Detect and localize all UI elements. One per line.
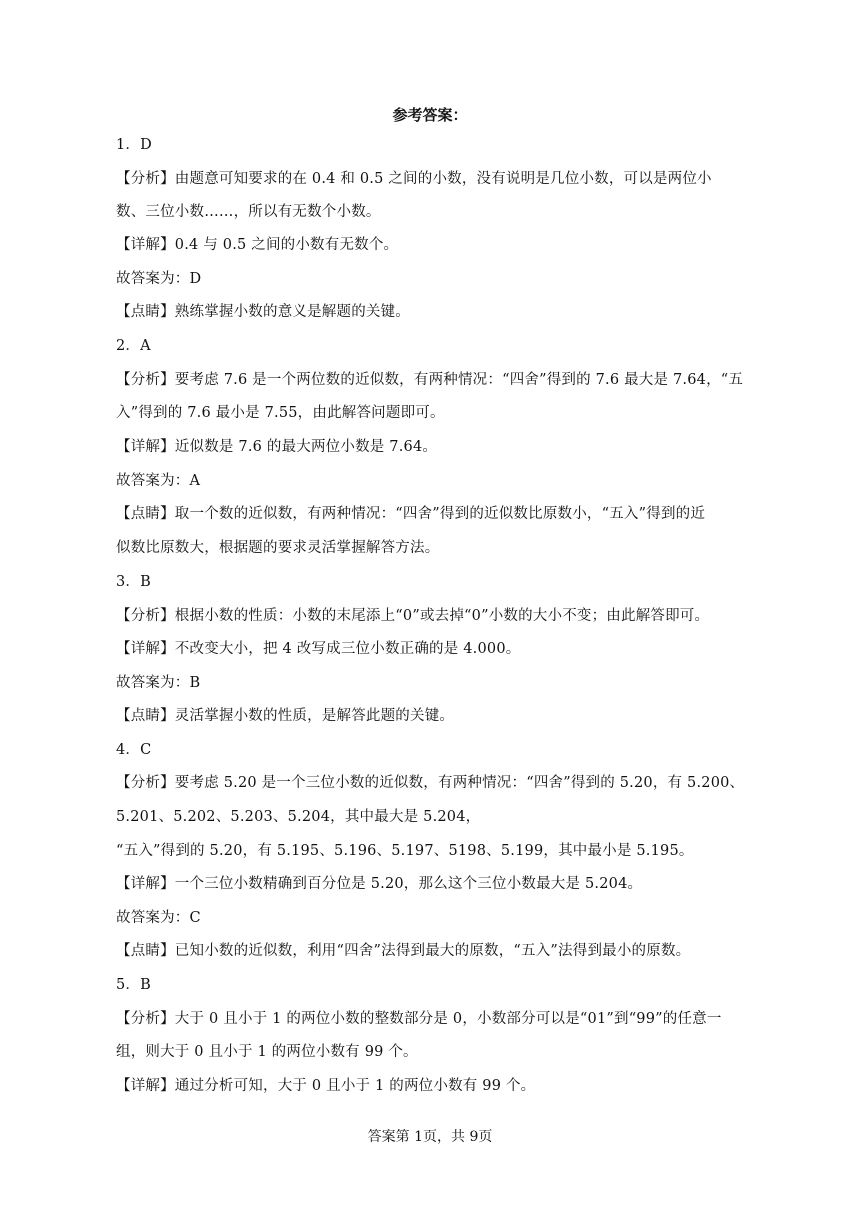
answer-line: 【点睛】灵活掌握小数的性质，是解答此题的关键。 (116, 708, 455, 724)
answer-line: 5.201、5.202、5.203、5.204，其中最大是 5.204， (116, 809, 481, 825)
answer-line: 【详解】不改变大小，把 4 改写成三位小数正确的是 4.000。 (116, 641, 521, 657)
answer-line: 入”得到的 7.6 最小是 7.55，由此解答问题即可。 (116, 405, 445, 421)
answer-line: 【分析】根据小数的性质：小数的末尾添上“0”或去掉“0”小数的大小不变；由此解答即可。 (116, 608, 710, 624)
question-number: 2．A (116, 338, 151, 354)
answer-line: 故答案为：A (116, 473, 201, 489)
answer-line: 【点睛】取一个数的近似数，有两种情况：“四舍”得到的近似数比原数小，“五入”得到的近 (116, 506, 706, 522)
answer-line: 故答案为：B (116, 675, 201, 691)
question-number: 5．B (116, 977, 151, 993)
question-number: 1．D (116, 137, 152, 153)
answer-line: 【详解】通过分析可知，大于 0 且小于 1 的两位小数有 99 个。 (116, 1078, 536, 1094)
answer-line: 【分析】大于 0 且小于 1 的两位小数的整数部分是 0，小数部分可以是“01”到“99”的任意一 (116, 1011, 722, 1027)
page-title: 参考答案： (392, 106, 468, 124)
question-number: 4．C (116, 742, 152, 758)
answer-line: 【点睛】熟练掌握小数的意义是解题的关键。 (116, 304, 410, 320)
answer-line: “五入”得到的 5.20，有 5.195、5.196、5.197、5198、5.199，其中最小是 5.195。 (116, 843, 694, 859)
answer-line: 【详解】近似数是 7.6 的最大两位小数是 7.64。 (116, 439, 438, 455)
answer-line: 【分析】要考虑 7.6 是一个两位数的近似数，有两种情况：“四舍”得到的 7.6 最大是 7.64，“五 (116, 372, 744, 388)
answer-line: 【分析】要考虑 5.20 是一个三位小数的近似数，有两种情况：“四舍”得到的 5.20，有 5.200、 (116, 775, 745, 791)
answer-line: 组，则大于 0 且小于 1 的两位小数有 99 个。 (116, 1044, 418, 1060)
answer-line: 【点睛】已知小数的近似数，利用“四舍”法得到最大的原数，“五入”法得到最小的原数。 (116, 943, 691, 959)
answer-line: 【分析】由题意可知要求的在 0.4 和 0.5 之间的小数，没有说明是几位小数，可以是两位小 (116, 171, 712, 187)
question-number: 3．B (116, 574, 151, 590)
answer-line: 故答案为：C (116, 910, 201, 926)
answer-line: 【详解】一个三位小数精确到百分位是 5.20，那么这个三位小数最大是 5.204。 (116, 876, 643, 892)
page-footer: 答案第 1页，共 9页 (367, 1129, 493, 1145)
answer-line: 【详解】0.4 与 0.5 之间的小数有无数个。 (116, 237, 399, 253)
answer-line: 似数比原数大，根据题的要求灵活掌握解答方法。 (116, 540, 440, 556)
answer-line: 数、三位小数……，所以有无数个小数。 (116, 204, 381, 220)
answer-line: 故答案为：D (116, 271, 202, 287)
